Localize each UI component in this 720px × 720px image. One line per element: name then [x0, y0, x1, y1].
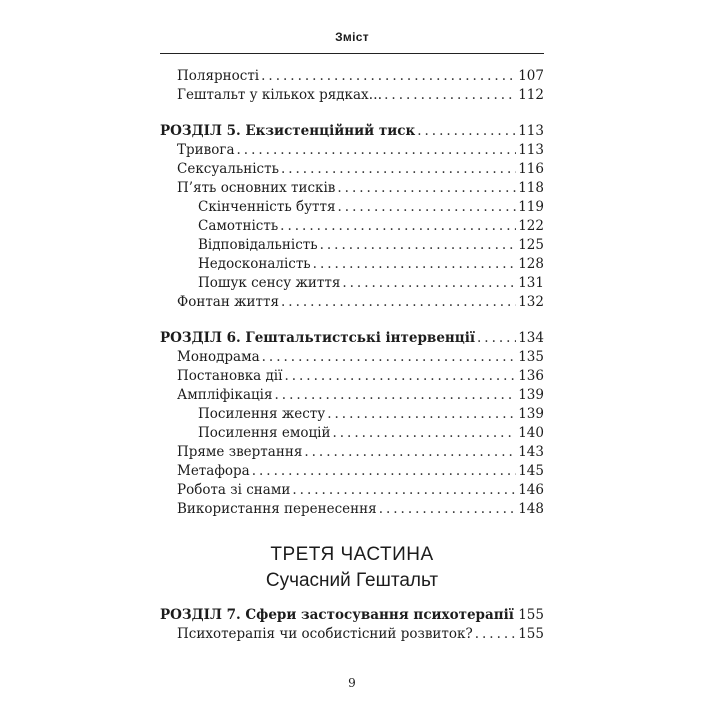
toc-entry-page: 140: [518, 425, 544, 441]
toc-entry[interactable]: [160, 141, 544, 160]
toc-entry-title: Психотерапія чи особистісний розвиток?: [177, 626, 473, 642]
toc-entry-title: Посилення емоцій: [198, 425, 331, 441]
toc-entry-title: Пошук сенсу життя: [198, 275, 341, 291]
leader-dots: [384, 86, 516, 105]
toc-entry-page: 139: [518, 406, 544, 422]
toc-entry-title: Використання перенесення: [177, 501, 377, 517]
toc-subentry[interactable]: [160, 255, 544, 274]
header-rule: [160, 53, 544, 54]
leader-dots: [337, 179, 516, 198]
toc-entry[interactable]: [160, 462, 544, 481]
toc-entry-page: 145: [518, 463, 544, 479]
toc-entry-page: 148: [518, 501, 544, 517]
leader-dots: [237, 141, 517, 160]
leader-dots: [281, 160, 516, 179]
toc-entry-title: Метафора: [177, 463, 250, 479]
toc-chapter[interactable]: [160, 329, 544, 348]
toc-entry[interactable]: [160, 348, 544, 367]
toc-entry-page: 119: [518, 199, 544, 215]
toc-entry[interactable]: [160, 160, 544, 179]
toc-entry-page: 143: [518, 444, 544, 460]
toc-chapter[interactable]: [160, 122, 544, 141]
toc-entry-title: Самотність: [198, 218, 279, 234]
toc-entry-title: Сексуальність: [177, 161, 279, 177]
toc-chapter-title: РОЗДІЛ 5. Екзистенційний тиск: [160, 123, 416, 139]
toc-entry[interactable]: [160, 500, 544, 519]
toc-entry-title: Пряме звертання: [177, 444, 303, 460]
leader-dots: [417, 122, 516, 141]
toc-entry-title: Гештальт у кількох рядках…: [177, 87, 383, 103]
toc-entry-page: 139: [518, 387, 544, 403]
page-number: 9: [348, 676, 356, 690]
toc-entry[interactable]: [160, 179, 544, 198]
toc-entry[interactable]: [160, 481, 544, 500]
toc-entry-title: Монодрама: [177, 349, 260, 365]
leader-dots: [275, 386, 517, 405]
spacer: [160, 312, 544, 329]
toc-entry-title: П’ять основних тисків: [177, 180, 336, 196]
leader-dots: [379, 500, 517, 519]
toc-entry-page: 118: [518, 180, 544, 196]
leader-dots: [313, 255, 517, 274]
toc-entry-page: 128: [518, 256, 544, 272]
toc-subentry[interactable]: [160, 405, 544, 424]
toc-entry-page: 113: [518, 142, 544, 158]
toc-entry-page: 135: [518, 349, 544, 365]
toc-chapter-page: 155: [518, 607, 544, 623]
running-header: Зміст: [335, 30, 369, 44]
part-heading: [160, 542, 544, 594]
toc-entry[interactable]: [160, 386, 544, 405]
table-of-contents: [160, 67, 544, 644]
leader-dots: [338, 198, 517, 217]
leader-dots: [284, 367, 516, 386]
leader-dots: [327, 405, 516, 424]
toc-entry-title: Недосконалість: [198, 256, 311, 272]
leader-dots: [475, 625, 517, 644]
toc-subentry[interactable]: [160, 274, 544, 293]
toc-entry-title: Ампліфікація: [177, 387, 273, 403]
toc-entry-page: 131: [518, 275, 544, 291]
leader-dots: [477, 329, 516, 348]
toc-entry[interactable]: [160, 625, 544, 644]
leader-dots: [252, 462, 517, 481]
toc-entry-page: 122: [518, 218, 544, 234]
spacer: [160, 105, 544, 122]
toc-entry[interactable]: [160, 293, 544, 312]
toc-entry-page: 116: [518, 161, 544, 177]
toc-entry-title: Полярності: [177, 68, 260, 84]
spacer: [160, 519, 544, 536]
toc-chapter-page: 134: [518, 330, 544, 346]
toc-entry-page: 125: [518, 237, 544, 253]
toc-entry-page: 112: [518, 87, 544, 103]
toc-entry-title: Робота зі снами: [177, 482, 291, 498]
leader-dots: [281, 293, 516, 312]
leader-dots: [261, 67, 516, 86]
leader-dots: [304, 443, 516, 462]
leader-dots: [262, 348, 517, 367]
toc-entry-title: Постановка дії: [177, 368, 283, 384]
leader-dots: [292, 481, 516, 500]
toc-entry-page: 155: [518, 626, 544, 642]
toc-entry-title: Фонтан життя: [177, 294, 280, 310]
toc-subentry[interactable]: [160, 198, 544, 217]
leader-dots: [320, 236, 517, 255]
toc-chapter-title: РОЗДІЛ 6. Гештальтистські інтервенції: [160, 330, 476, 346]
part-title: Сучасний Гештальт: [265, 570, 439, 591]
toc-entry-title: Тривога: [177, 142, 235, 158]
toc-subentry[interactable]: [160, 424, 544, 443]
toc-entry[interactable]: [160, 86, 544, 105]
toc-entry-page: 132: [518, 294, 544, 310]
toc-entry-title: Скінченність буття: [198, 199, 336, 215]
leader-dots: [332, 424, 516, 443]
leader-dots: [280, 217, 516, 236]
toc-entry-title: Посилення жесту: [198, 406, 326, 422]
toc-subentry[interactable]: [160, 236, 544, 255]
leader-dots: [342, 274, 516, 293]
toc-entry-title: Відповідальність: [198, 237, 318, 253]
toc-entry[interactable]: [160, 367, 544, 386]
toc-entry-page: 146: [518, 482, 544, 498]
toc-chapter-title: РОЗДІЛ 7. Сфери застосування психотерапії: [160, 607, 514, 623]
toc-subentry[interactable]: [160, 217, 544, 236]
toc-entry-page: 107: [518, 68, 544, 84]
toc-entry-page: 136: [518, 368, 544, 384]
toc-chapter-page: 113: [518, 123, 544, 139]
part-label: ТРЕТЯ ЧАСТИНА: [270, 544, 434, 565]
toc-entry[interactable]: [160, 443, 544, 462]
toc-chapter[interactable]: [160, 606, 544, 625]
toc-entry[interactable]: [160, 67, 544, 86]
